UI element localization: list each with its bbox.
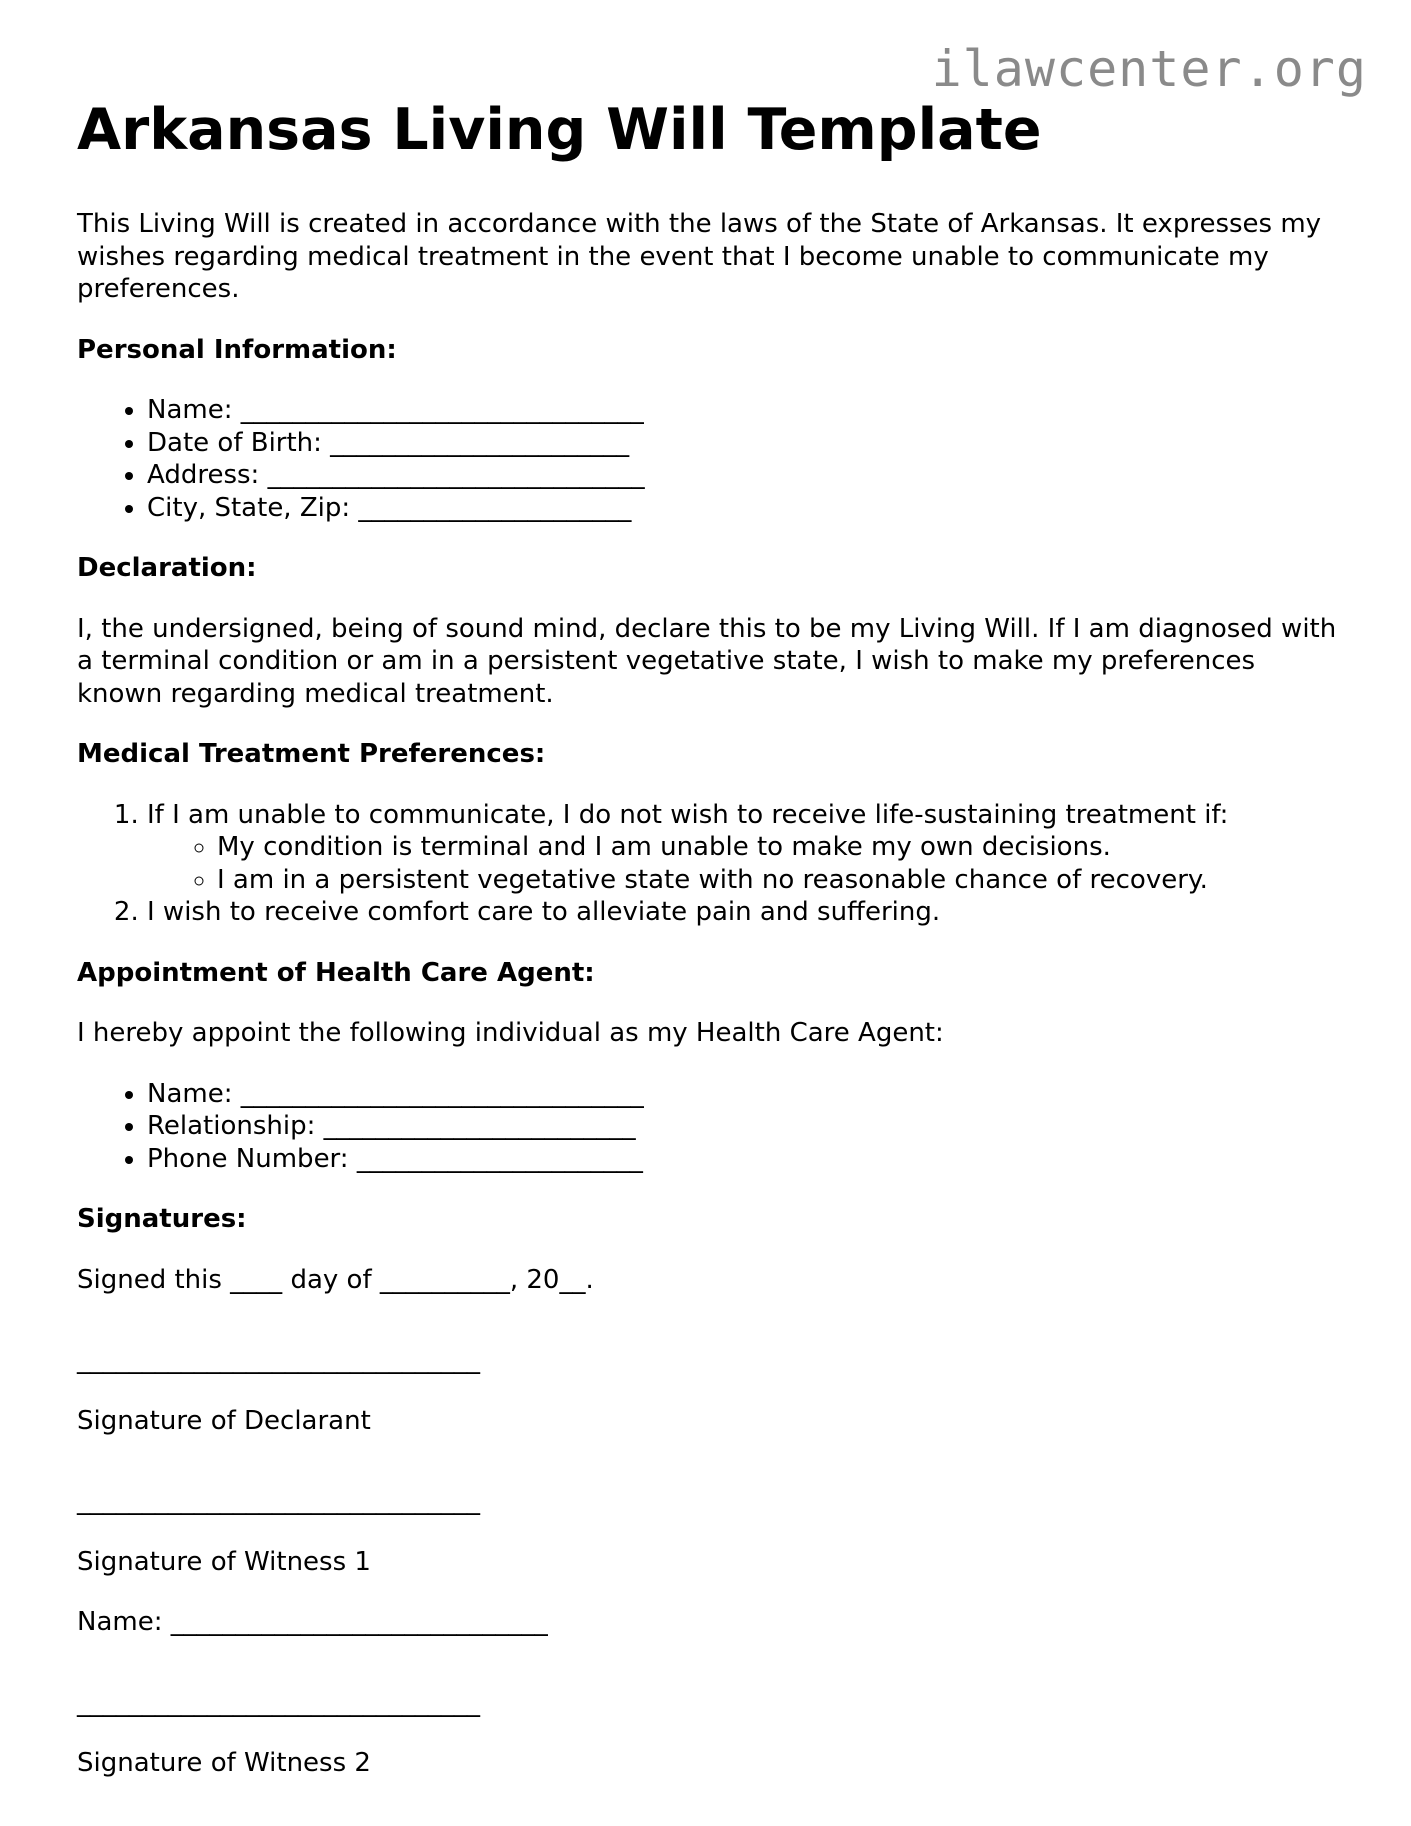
witness2-signature-label: Signature of Witness 2 <box>77 1748 371 1779</box>
witness1-name-field: Name: _____________________________ <box>77 1607 548 1638</box>
document-page <box>77 96 1337 1808</box>
page-title: Arkansas Living Will Template <box>77 97 1042 163</box>
signed-date-line: Signed this ____ day of __________, 20__. <box>77 1264 594 1295</box>
agent-relationship-field: • Relationship: ________________________ <box>147 1110 1337 1143</box>
personal-info-heading: Personal Information: <box>77 334 397 365</box>
witness1-signature-line: _______________________________ <box>77 1486 480 1517</box>
personal-address-field: • Address: _____________________________ <box>147 459 1337 492</box>
intro-paragraph: This Living Will is created in accordance with the laws of the State of Arkansas. It expresses my wishes regarding medical treatment in the event that I become unable to communicate my preferences. <box>77 209 1322 305</box>
medical-preference-sublist <box>147 831 1337 896</box>
agent-name-field: • Name: _______________________________ <box>147 1078 1337 1111</box>
agent-heading: Appointment of Health Care Agent: <box>77 957 595 988</box>
agent-info-list <box>77 1078 1337 1176</box>
witness2-signature-line: _______________________________ <box>77 1687 480 1718</box>
signatures-heading: Signatures: <box>77 1204 247 1235</box>
medical-preference-item <box>147 799 1337 897</box>
watermark: ilawcenter.org <box>931 40 1367 98</box>
agent-intro: I hereby appoint the following individual as my Health Care Agent: <box>77 1018 944 1049</box>
medical-sub-item: ◦ I am in a persistent vegetative state with no reasonable chance of recovery. <box>217 864 1337 897</box>
agent-phone-field: • Phone Number: ______________________ <box>147 1143 1337 1176</box>
witness1-signature-label: Signature of Witness 1 <box>77 1546 371 1577</box>
declaration-heading: Declaration: <box>77 553 257 584</box>
medical-preference-text: If I am unable to communicate, I do not wish to receive life-sustaining treatment if: <box>147 799 1229 830</box>
personal-info-list <box>77 394 1337 524</box>
medical-preferences-list <box>77 799 1337 929</box>
declarant-signature-label: Signature of Declarant <box>77 1405 371 1436</box>
medical-preference-item: 2. I wish to receive comfort care to alleviate pain and suffering. <box>147 896 1337 929</box>
personal-city-state-zip-field: • City, State, Zip: _____________________ <box>147 492 1337 525</box>
declarant-signature-line: _______________________________ <box>77 1345 480 1376</box>
medical-preferences-heading: Medical Treatment Preferences: <box>77 739 546 770</box>
medical-sub-item: ◦ My condition is terminal and I am unable to make my own decisions. <box>217 831 1337 864</box>
declaration-paragraph: I, the undersigned, being of sound mind, declare this to be my Living Will. If I am diagnosed with a terminal condition or am in a persistent vegetative state, I wish to make my preferences known regarding medical treatment. <box>77 613 1337 709</box>
personal-name-field: • Name: _______________________________ <box>147 394 1337 427</box>
personal-dob-field: • Date of Birth: _______________________ <box>147 427 1337 460</box>
